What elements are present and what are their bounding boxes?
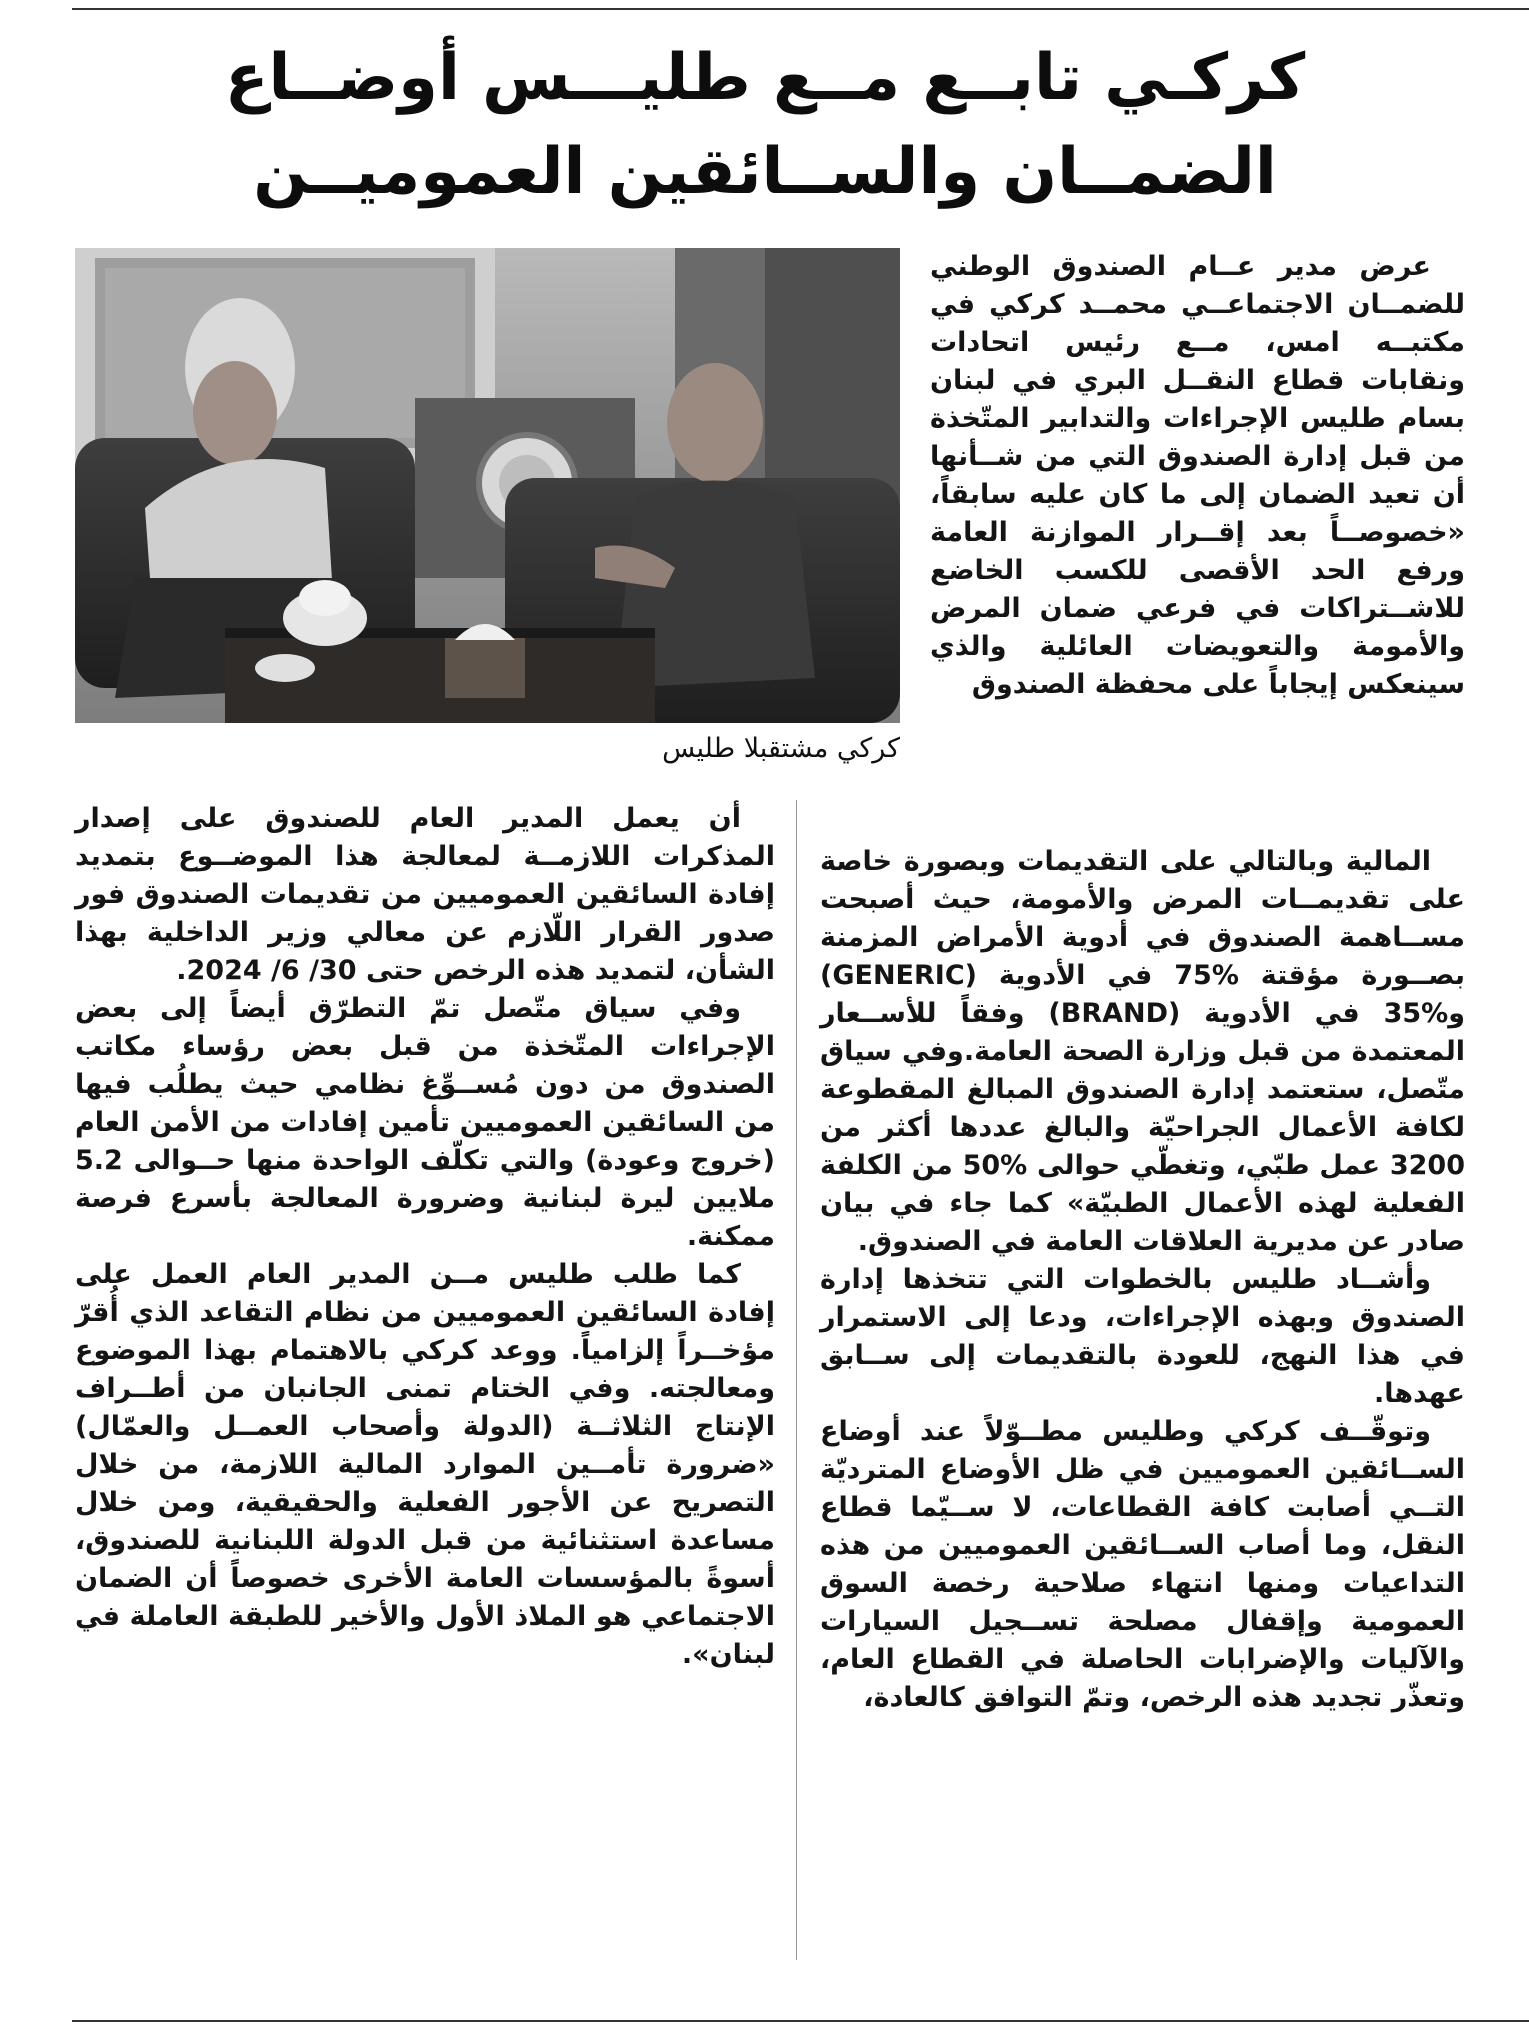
photo-caption: كركي مشتقبلا طليس bbox=[662, 733, 900, 764]
article-column-right bbox=[820, 843, 1465, 1717]
column-divider bbox=[796, 800, 797, 1960]
headline-line-2: الضمــان والســائقين العموميــن bbox=[253, 135, 1277, 209]
bottom-rule bbox=[72, 2020, 1529, 2022]
paragraph: أن يعمل المدير العام للصندوق على إصدار المذكرات اللازمــة لمعالجة هذا الموضــوع بتمديد إفادة السائقين العموميين من تقديمات الصندوق فور صدور القرار اللّازم عن معالي وزير الداخلية بهذا الشأن، لتمديد هذه الرخص حتى 30/ 6/ 2024. bbox=[75, 803, 775, 986]
paragraph: كما طلب طليس مــن المدير العام العمل على إفادة السائقين العموميين من نظام التقاعد الذي أُقرّ مؤخــراً إلزامياً. ووعد كركي بالاهتمام بهذا الموضوع ومعالجته. وفي الختام تمنى الجانبان من أطــراف الإنتاج الثلاثــة (الدولة وأصحاب العمــل والعمّال) «ضرورة تأمــين الموارد المالية اللازمة، من خلال التصريح عن الأجور الفعلية والحقيقية، ومن خلال مساعدة استثنائية من قبل الدولة اللبنانية للصندوق، أسوةً بالمؤسسات العامة الأخرى خصوصاً أن الضمان الاجتماعي هو الملاذ الأول والأخير للطبقة العاملة في لبنان». bbox=[75, 1259, 775, 1670]
paragraph: عرض مدير عــام الصندوق الوطني للضمــان الاجتماعــي محمــد كركي في مكتبــه امس، مــع رئيس اتحادات ونقابات قطاع النقــل البري في لبنان بسام طليس الإجراءات والتدابير المتّخذة من قبل إدارة الصندوق التي من شــأنها أن تعيد الضمان إلى ما كان عليه سابقاً، «خصوصــاً بعد إقــرار الموازنة العامة ورفع الحد الأقصى للكسب الخاضع للاشــتراكات في فرعي ضمان المرض والأمومة والتعويضات العائلية والذي سينعكس إيجاباً على محفظة الصندوق bbox=[930, 251, 1465, 700]
article-column-right-top bbox=[930, 248, 1465, 704]
top-rule bbox=[72, 8, 1529, 10]
photo-illustration bbox=[75, 248, 900, 723]
paragraph: وأشــاد طليس بالخطوات التي تتخذها إدارة الصندوق وبهذه الإجراءات، ودعا إلى الاستمرار في هذا النهج، للعودة بالتقديمات إلى ســابق عهدها. bbox=[820, 1264, 1465, 1409]
paragraph: المالية وبالتالي على التقديمات وبصورة خاصة على تقديمــات المرض والأمومة، حيث أصبحت مســاهمة الصندوق في أدوية الأمراض المزمنة بصــورة مؤقتة %75 في الأدوية (GENERIC) و%35 في الأدوية (BRAND) وفقاً للأســعار المعتمدة من قبل وزارة الصحة العامة.وفي سياق متّصل، ستعتمد إدارة الصندوق المبالغ المقطوعة لكافة الأعمال الجراحيّة والبالغ عددها أكثر من 3200 عمل طبّي، وتغطّي حوالى %50 من الكلفة الفعلية لهذه الأعمال الطبيّة» كما جاء في بيان صادر عن مديرية العلاقات العامة في الصندوق. bbox=[820, 846, 1466, 1257]
paragraph: وفي سياق متّصل تمّ التطرّق أيضاً إلى بعض الإجراءات المتّخذة من قبل بعض رؤساء مكاتب الصندوق من دون مُســوِّغ نظامي حيث يطلُب فيها من السائقين العموميين تأمين إفادات من الأمن العام (خروج وعودة) والتي تكلّف الواحدة منها حــوالى 5.2 ملايين ليرة لبنانية وضرورة المعالجة بأسرع فرصة ممكنة. bbox=[75, 993, 775, 1252]
paragraph: وتوقّــف كركي وطليس مطــوّلاً عند أوضاع الســائقين العموميين في ظل الأوضاع المترديّة التــي أصابت كافة القطاعات، لا ســيّما قطاع النقل، وما أصاب الســائقين العموميين من هذه التداعيات ومنها انتهاء صلاحية رخصة السوق العمومية وإقفال مصلحة تســجيل السيارات والآليات والإضرابات الحاصلة في القطاع العام، وتعذّر تجديد هذه الرخص، وتمّ التوافق كالعادة، bbox=[820, 1416, 1465, 1713]
article-column-left bbox=[75, 800, 775, 1674]
headline-line-1: كركـي تابــع مــع طليـــس أوضــاع bbox=[224, 41, 1306, 115]
news-photo bbox=[75, 248, 900, 723]
